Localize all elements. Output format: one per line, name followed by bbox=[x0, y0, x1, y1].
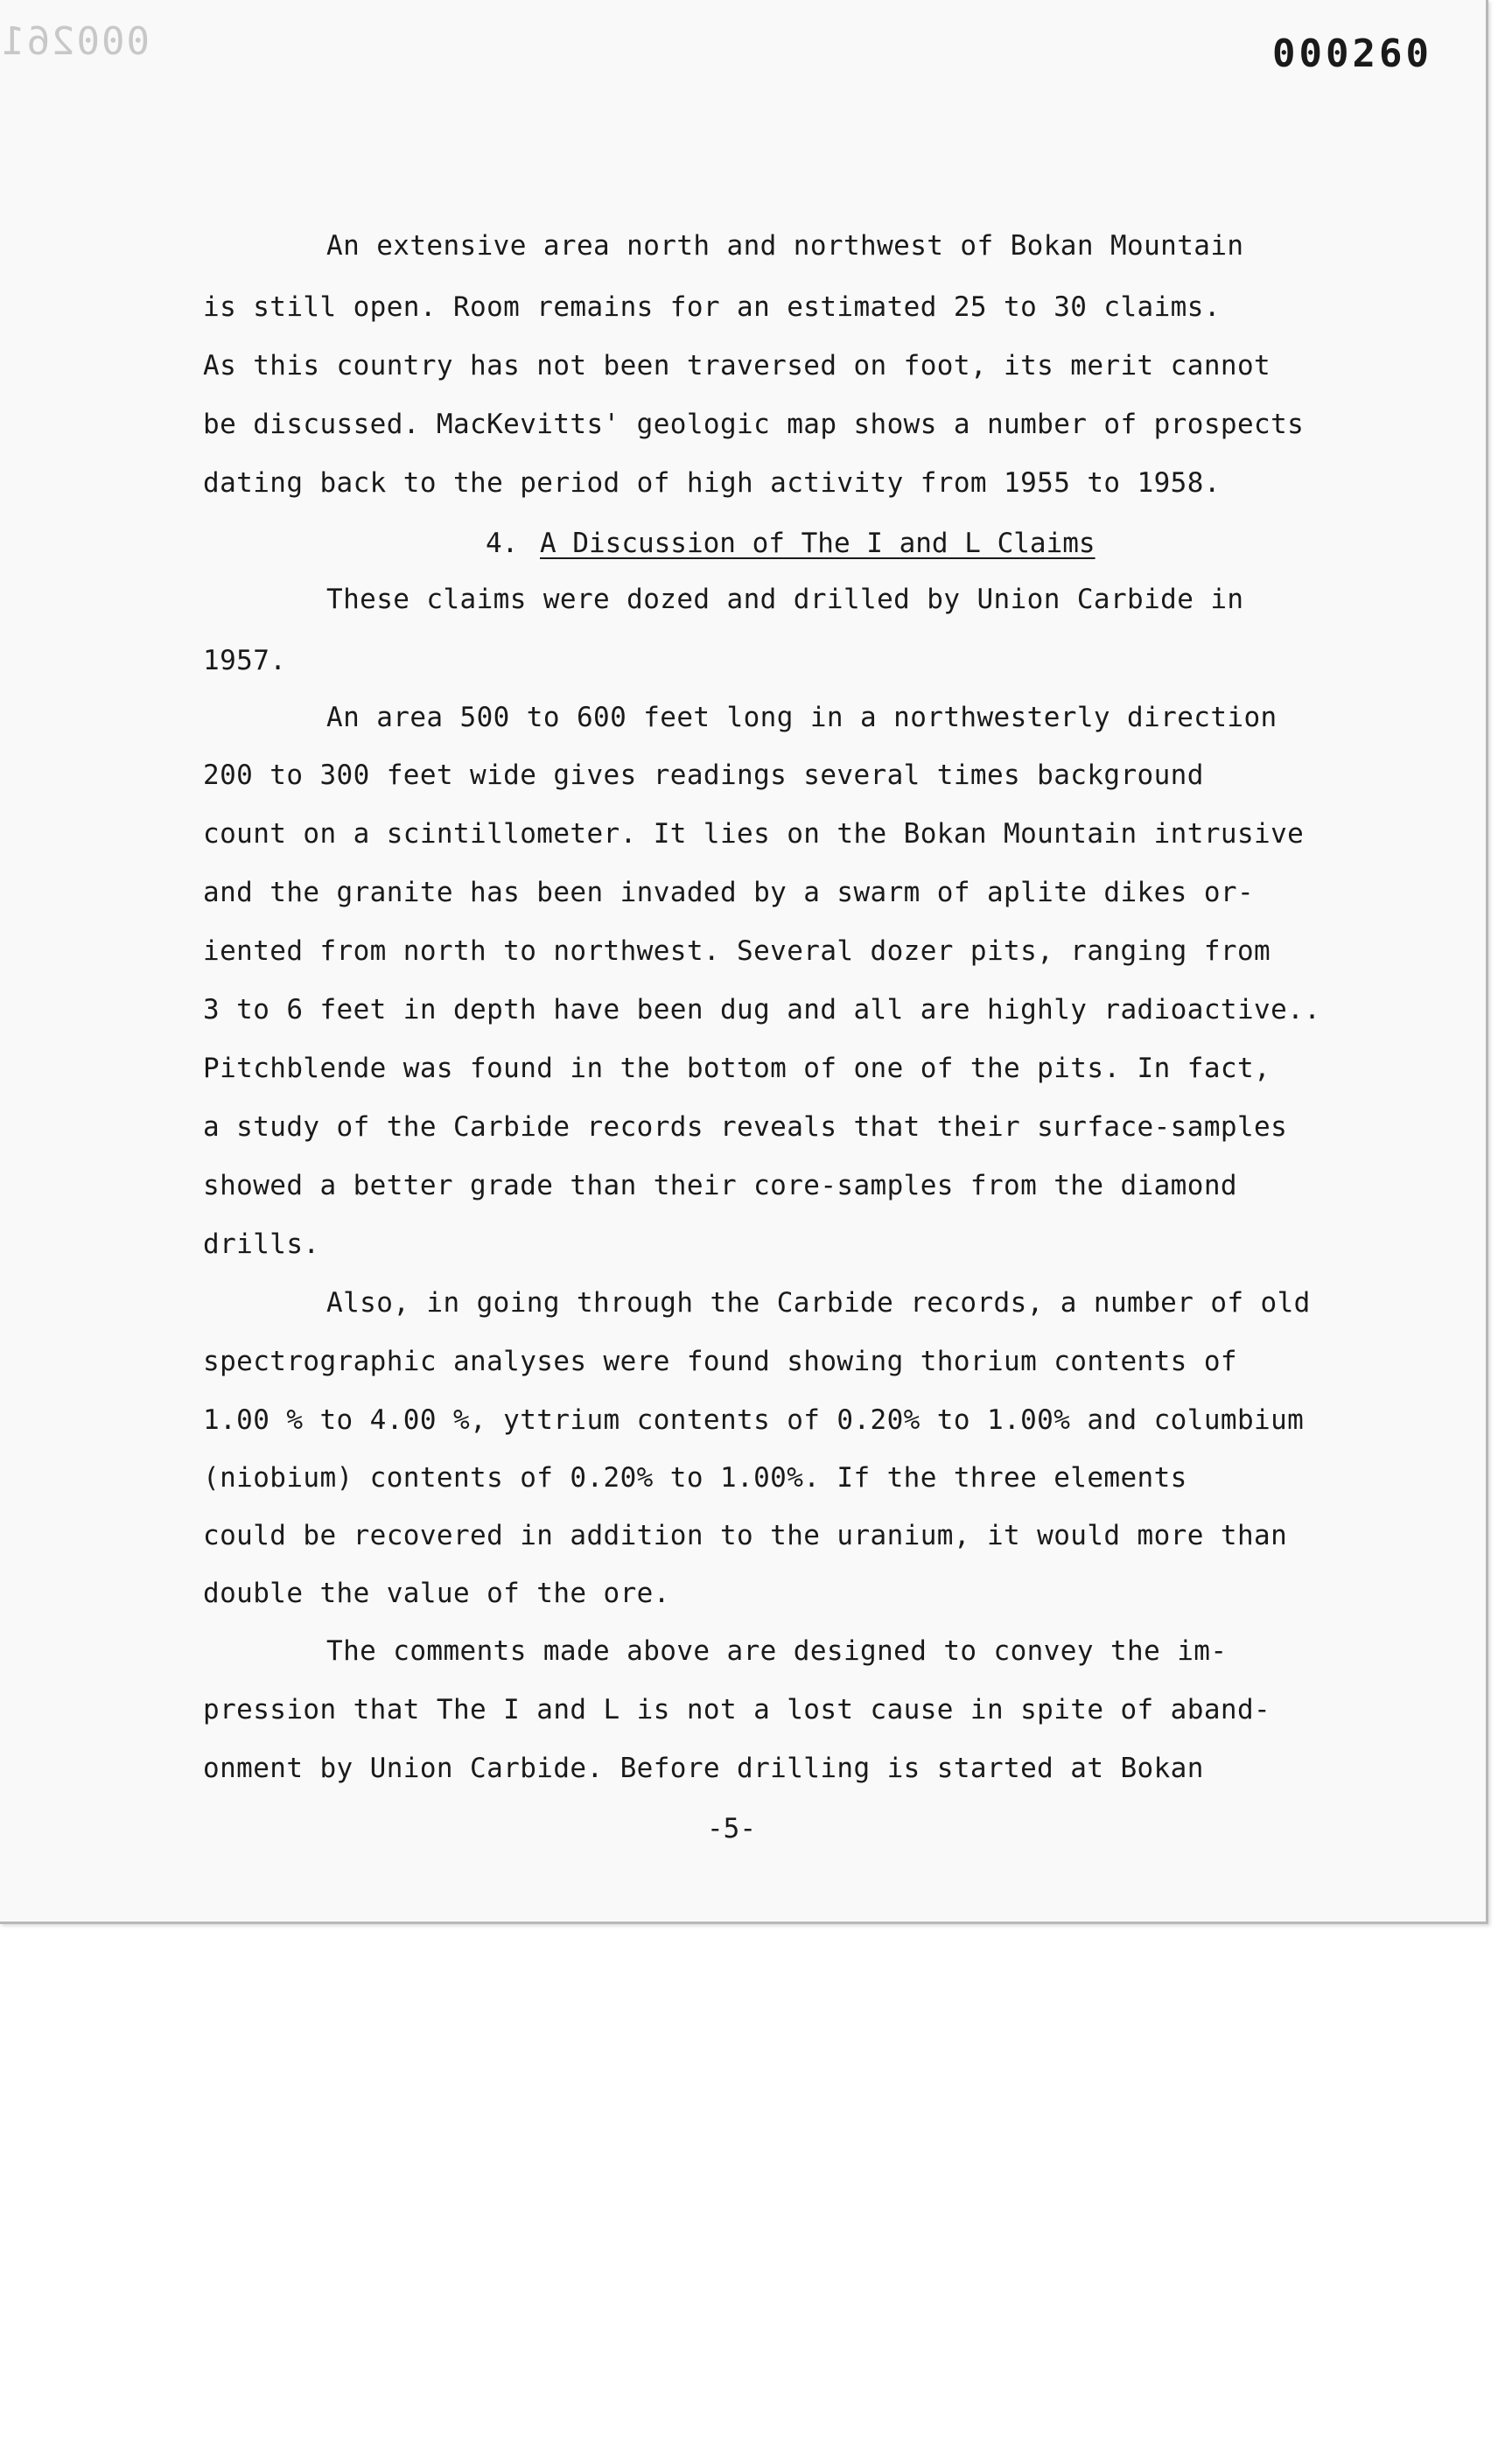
paragraph-1-line-1: An extensive area north and northwest of Bokan Mountain bbox=[326, 230, 1244, 262]
paragraph-4-line-1: Also, in going through the Carbide records, a number of old bbox=[326, 1287, 1311, 1319]
paragraph-3-line-8: a study of the Carbide records reveals that their surface-samples bbox=[203, 1111, 1288, 1143]
paragraph-2-line-2: 1957. bbox=[203, 645, 287, 676]
paragraph-3-line-5: iented from north to northwest. Several dozer pits, ranging from bbox=[203, 935, 1271, 967]
paragraph-5-line-1: The comments made above are designed to convey the im- bbox=[326, 1635, 1228, 1667]
paragraph-1-line-4: be discussed. MacKevitts' geologic map shows a number of prospects bbox=[203, 409, 1305, 440]
paragraph-4-line-4: (niobium) contents of 0.20% to 1.00%. If the three elements bbox=[203, 1462, 1187, 1494]
paragraph-1-line-3: As this country has not been traversed on foot, its merit cannot bbox=[203, 350, 1271, 382]
paragraph-5-line-3: onment by Union Carbide. Before drilling is started at Bokan bbox=[203, 1753, 1204, 1784]
paragraph-3-line-2: 200 to 300 feet wide gives readings several times background bbox=[203, 760, 1204, 791]
paragraph-3-line-7: Pitchblende was found in the bottom of one of the pits. In fact, bbox=[203, 1053, 1271, 1084]
bleed-through-number: 000261 bbox=[0, 19, 150, 64]
paragraph-4-line-3: 1.00 % to 4.00 %, yttrium contents of 0.20% to 1.00% and columbium bbox=[203, 1404, 1305, 1436]
paragraph-3-line-3: count on a scintillometer. It lies on the Bokan Mountain intrusive bbox=[203, 818, 1305, 850]
section-heading-number: 4. bbox=[486, 528, 519, 559]
document-number: 000260 bbox=[1272, 32, 1432, 76]
paragraph-1-line-2: is still open. Room remains for an estimated 25 to 30 claims. bbox=[203, 291, 1221, 323]
paragraph-5-line-2: pression that The I and L is not a lost cause in spite of aband- bbox=[203, 1694, 1271, 1726]
paragraph-3-line-1: An area 500 to 600 feet long in a northwesterly direction bbox=[326, 702, 1278, 733]
paragraph-4-line-5: could be recovered in addition to the uranium, it would more than bbox=[203, 1520, 1288, 1551]
paragraph-3-line-4: and the granite has been invaded by a swarm of aplite dikes or- bbox=[203, 877, 1255, 908]
paragraph-3-line-6: 3 to 6 feet in depth have been dug and all are highly radioactive.. bbox=[203, 994, 1321, 1026]
paragraph-1-line-5: dating back to the period of high activity from 1955 to 1958. bbox=[203, 467, 1221, 499]
paragraph-3-line-10: drills. bbox=[203, 1228, 320, 1260]
paragraph-4-line-6: double the value of the ore. bbox=[203, 1578, 670, 1609]
page-number: -5- bbox=[707, 1813, 756, 1844]
section-heading-title: A Discussion of The I and L Claims bbox=[540, 528, 1096, 559]
paragraph-2-line-1: These claims were dozed and drilled by Union Carbide in bbox=[326, 584, 1244, 615]
paragraph-3-line-9: showed a better grade than their core-samples from the diamond bbox=[203, 1170, 1237, 1201]
paragraph-4-line-2: spectrographic analyses were found showing thorium contents of bbox=[203, 1346, 1237, 1377]
